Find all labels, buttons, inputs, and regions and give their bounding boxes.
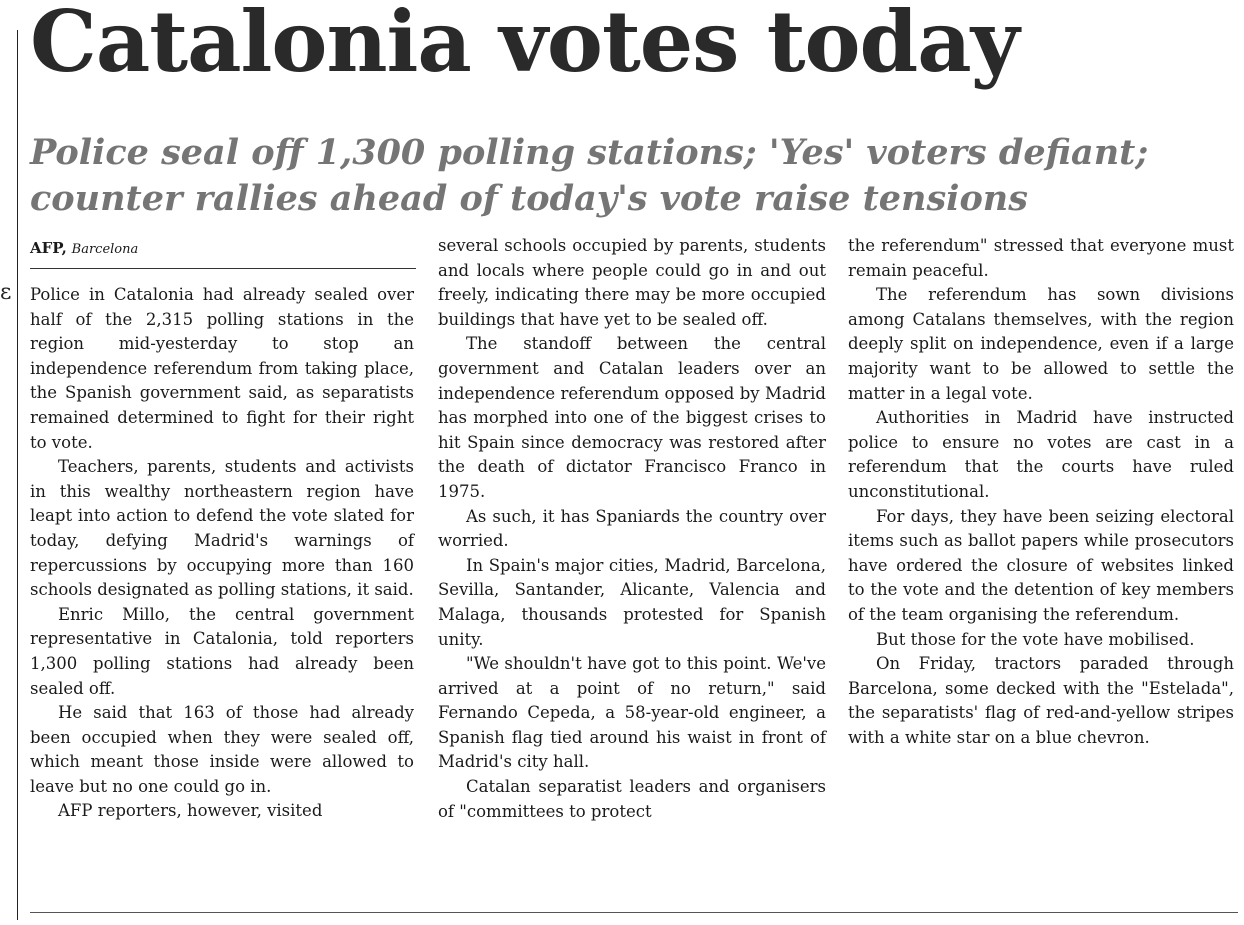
subheadline: Police seal off 1,300 polling stations; 'Yes' voters defiant; counter rallies ahead of today's vote raise tensions <box>30 132 1149 219</box>
article-paragraph: In Spain's major cities, Madrid, Barcelona, Sevilla, Santander, Alicante, Valencia and Malaga, thousands protested for Spanish unity. <box>438 555 826 649</box>
article-column-3 <box>848 234 1234 750</box>
article-paragraph: Police in Catalonia had already sealed over half of the 2,315 polling stations in the region mid-yesterday to stop an independence referendum from taking place, the Spanish government said, as separatists remained determined to fight for their right to vote. <box>30 285 414 452</box>
byline <box>30 238 138 260</box>
article-paragraph: Enric Millo, the central government representative in Catalonia, told reporters 1,300 polling stations had already been sealed off. <box>30 604 414 698</box>
article-paragraph: The standoff between the central government and Catalan leaders over an independence referendum opposed by Madrid has morphed into one of the biggest crises to hit Spain since democracy was restored after the death of dictator Francisco Franco in 1975. <box>438 334 826 501</box>
article-paragraph: For days, they have been seizing electoral items such as ballot papers while prosecutors have ordered the closure of websites linked to the vote and the detention of key members of the team organising the referendum. <box>848 506 1234 624</box>
article-paragraph: Teachers, parents, students and activists in this wealthy northeastern region have leapt into action to defend the vote slated for today, defying Madrid's warnings of repercussions by occupying more than 160 schools designated as polling stations, it said. <box>30 457 414 600</box>
article-paragraph: As such, it has Spaniards the country over worried. <box>438 506 826 551</box>
article-paragraph: Authorities in Madrid have instructed police to ensure no votes are cast in a referendum that the courts have ruled unconstitutional. <box>848 408 1234 501</box>
article-column-1 <box>30 283 414 824</box>
adjacent-article-edge-glyph: ɛ <box>0 280 12 305</box>
article-column-2 <box>438 234 826 824</box>
bottom-rule <box>30 912 1238 913</box>
article-paragraph: "We shouldn't have got to this point. We've arrived at a point of no return," said Fernando Cepeda, a 58-year-old engineer, a Spanish flag tied around his waist in front of Madrid's city hall. <box>438 654 826 772</box>
article-paragraph: He said that 163 of those had already been occupied when they were sealed off, which meant those inside were allowed to leave but no one could go in. <box>30 703 414 796</box>
article-paragraph: The referendum has sown divisions among Catalans themselves, with the region deeply split on independence, even if a large majority want to be allowed to settle the matter in a legal vote. <box>848 285 1234 403</box>
article-paragraph: Catalan separatist leaders and organisers of "committees to protect <box>438 777 826 821</box>
byline-agency: AFP, <box>30 239 67 257</box>
article-paragraph: But those for the vote have mobilised. <box>876 629 1195 649</box>
byline-divider <box>30 268 416 269</box>
article-paragraph: several schools occupied by parents, students and locals where people could go in and out freely, indicating there may be more occupied buildings that have yet to be sealed off. <box>438 236 826 329</box>
article-paragraph: On Friday, tractors paraded through Barcelona, some decked with the "Estelada", the separatists' flag of red-and-yellow stripes with a white star on a blue chevron. <box>848 654 1234 747</box>
headline: Catalonia votes today <box>30 0 1019 91</box>
byline-place: Barcelona <box>71 242 139 257</box>
article-paragraph: the referendum" stressed that everyone must remain peaceful. <box>848 236 1234 280</box>
left-column-rule <box>17 30 18 920</box>
article-paragraph: AFP reporters, however, visited <box>58 801 323 821</box>
